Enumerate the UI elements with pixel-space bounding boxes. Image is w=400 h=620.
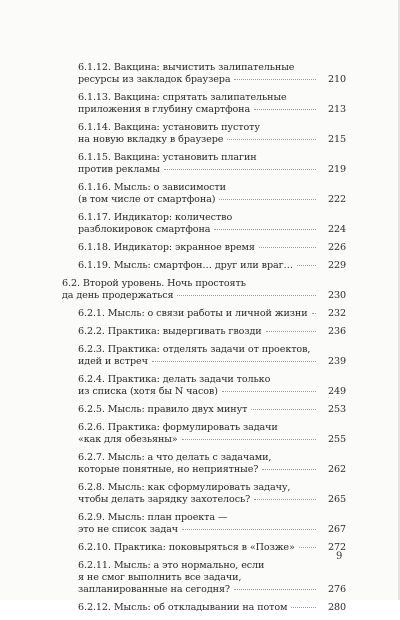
toc-entry-text: 6.2.12. Мысль: об откладывании на потом: [78, 602, 288, 613]
toc-page-number: 272: [327, 542, 346, 553]
page-number: 9: [336, 551, 343, 562]
toc-entry-last-line: [78, 104, 320, 116]
toc-entry: [78, 404, 346, 416]
toc-entry: [78, 344, 346, 368]
toc-page-number: 226: [327, 242, 346, 253]
toc-page-number: 276: [327, 584, 346, 595]
toc-entry-text: которые понятные, но неприятные?: [78, 464, 259, 475]
dot-leader: [152, 361, 316, 362]
toc-entry-text: против рекламы: [78, 164, 160, 175]
toc-entry-text: да день продержаться: [62, 290, 174, 301]
table-of-contents: [62, 62, 346, 620]
toc-entry-last-line: [78, 542, 320, 554]
toc-entry: [78, 482, 346, 506]
toc-entry-last-line: [78, 386, 320, 398]
toc-page-number: 230: [327, 290, 346, 301]
dot-leader: [291, 607, 316, 608]
toc-page-number: 255: [327, 434, 346, 445]
toc-page-number: 229: [327, 260, 346, 271]
toc-entry-text: 6.2. Второй уровень. Ночь простоять: [62, 278, 246, 289]
toc-page-number: 224: [327, 224, 346, 235]
toc-page-number: 215: [327, 134, 346, 145]
toc-entry-text: 6.2.8. Мысль: как сформулировать задачу,: [78, 482, 291, 493]
toc-page-number: 265: [327, 494, 346, 505]
toc-entry-text: 6.1.13. Вакцина: спрятать залипательные: [78, 92, 287, 103]
dot-leader: [177, 295, 316, 296]
toc-entry-last-line: [78, 74, 320, 86]
toc-entry: [78, 374, 346, 398]
dot-leader: [234, 589, 316, 590]
dot-leader: [299, 547, 316, 548]
toc-entry-last-line: [78, 524, 320, 536]
toc-entry: [62, 278, 346, 302]
toc-entry-last-line: [78, 602, 320, 614]
dot-leader: [254, 109, 316, 110]
dot-leader: [297, 265, 316, 266]
toc-entry-last-line: [62, 290, 320, 302]
toc-entry-text: 6.2.2. Практика: выдергивать гвозди: [78, 326, 262, 337]
toc-entry-text: 6.2.4. Практика: делать задачи только: [78, 374, 271, 385]
toc-entry-last-line: [78, 224, 320, 236]
toc-entry: [78, 308, 346, 320]
toc-entry-text: 6.1.18. Индикатор: экранное время: [78, 242, 255, 253]
toc-entry-last-line: [78, 494, 320, 506]
dot-leader: [254, 499, 316, 500]
toc-page-number: 210: [327, 74, 346, 85]
toc-page-number: 236: [327, 326, 346, 337]
dot-leader: [227, 139, 316, 140]
toc-entry-text: ресурсы из закладок браузера: [78, 74, 231, 85]
toc-entry: [78, 260, 346, 272]
toc-entry-text: чтобы делать зарядку захотелось?: [78, 494, 251, 505]
toc-entry: [78, 152, 346, 176]
toc-entry-last-line: [78, 584, 320, 596]
dot-leader: [262, 469, 316, 470]
toc-entry-text: 6.1.14. Вакцина: установить пустоту: [78, 122, 260, 133]
toc-entry-text: это не список задач: [78, 524, 179, 535]
toc-page-number: 253: [327, 404, 346, 415]
toc-page-number: 239: [327, 356, 346, 367]
toc-entry: [78, 422, 346, 446]
toc-page-number: 280: [327, 602, 346, 613]
dot-leader: [312, 313, 316, 314]
toc-page-number: 249: [327, 386, 346, 397]
toc-page-number: 213: [327, 104, 346, 115]
toc-entry-last-line: [78, 464, 320, 476]
toc-entry-text: 6.2.11. Мысль: а это нормально, если: [78, 560, 265, 571]
toc-entry-last-line: [78, 134, 320, 146]
toc-page-number: 232: [327, 308, 346, 319]
dot-leader: [214, 229, 316, 230]
toc-page-number: 219: [327, 164, 346, 175]
dot-leader: [182, 439, 316, 440]
toc-entry: [78, 182, 346, 206]
toc-entry-text: идей и встреч: [78, 356, 148, 367]
toc-entry: [78, 542, 346, 554]
toc-entry-text: я не смог выполнить все задачи,: [78, 572, 242, 583]
toc-entry-last-line: [78, 308, 320, 320]
toc-entry-last-line: [78, 404, 320, 416]
toc-entry-last-line: [78, 434, 320, 446]
toc-entry-text: приложения в глубину смартфона: [78, 104, 251, 115]
toc-entry-text: 6.2.5. Мысль: правило двух минут: [78, 404, 248, 415]
toc-entry-text: 6.2.6. Практика: формулировать задачи: [78, 422, 278, 433]
dot-leader: [222, 391, 316, 392]
dot-leader: [219, 199, 316, 200]
dot-leader: [164, 169, 316, 170]
toc-entry-text: 6.2.1. Мысль: о связи работы и личной жизни: [78, 308, 308, 319]
toc-entry-text: 6.2.10. Практика: поковыряться в «Позже»: [78, 542, 295, 553]
toc-page-number: 267: [327, 524, 346, 535]
toc-entry-text: из списка (хотя бы N часов): [78, 386, 218, 397]
toc-entry-text: 6.1.19. Мысль: смартфон… друг или враг…: [78, 260, 294, 271]
toc-entry: [78, 242, 346, 254]
toc-entry-last-line: [78, 164, 320, 176]
dot-leader: [182, 529, 316, 530]
toc-entry: [78, 92, 346, 116]
toc-entry: [78, 452, 346, 476]
toc-entry-text: (в том числе от смартфона): [78, 194, 216, 205]
toc-entry-text: 6.1.15. Вакцина: установить плагин: [78, 152, 257, 163]
toc-entry-last-line: [78, 242, 320, 254]
dot-leader: [234, 79, 316, 80]
toc-entry-text: на новую вкладку в браузере: [78, 134, 224, 145]
dot-leader: [251, 409, 316, 410]
toc-entry-text: 6.2.3. Практика: отделять задачи от проектов,: [78, 344, 311, 355]
toc-entry: [78, 602, 346, 614]
toc-entry-last-line: [78, 260, 320, 272]
toc-page-number: 222: [327, 194, 346, 205]
toc-entry: [78, 560, 346, 596]
toc-entry: [78, 512, 346, 536]
toc-entry-text: 6.2.9. Мысль: план проекта —: [78, 512, 228, 523]
toc-entry: [78, 62, 346, 86]
toc-entry-text: 6.2.7. Мысль: а что делать с задачами,: [78, 452, 272, 463]
toc-entry-text: разблокировок смартфона: [78, 224, 211, 235]
toc-entry-last-line: [78, 326, 320, 338]
dot-leader: [266, 331, 316, 332]
toc-entry: [78, 326, 346, 338]
toc-entry-last-line: [78, 356, 320, 368]
toc-entry-text: «как для обезьяны»: [78, 434, 178, 445]
dot-leader: [259, 247, 316, 248]
toc-entry: [78, 122, 346, 146]
toc-entry-text: запланированные на сегодня?: [78, 584, 230, 595]
toc-entry: [78, 212, 346, 236]
toc-entry-last-line: [78, 194, 320, 206]
toc-entry-text: 6.1.12. Вакцина: вычистить залипательные: [78, 62, 295, 73]
toc-page-number: 262: [327, 464, 346, 475]
toc-entry-text: 6.1.16. Мысль: о зависимости: [78, 182, 226, 193]
toc-entry-text: 6.1.17. Индикатор: количество: [78, 212, 233, 223]
